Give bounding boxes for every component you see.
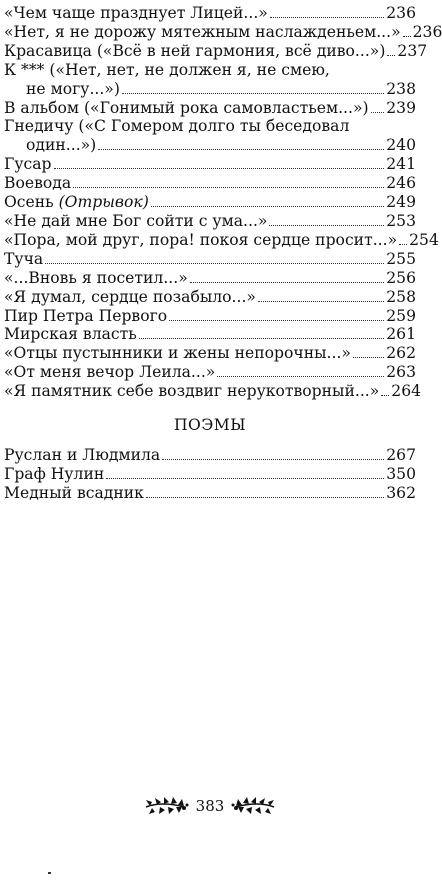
holly-branch-right-icon [230,795,276,817]
toc-entry-title: «От меня вечор Леила...» [4,363,216,382]
dot-leader [217,376,384,377]
section-heading: ПОЭМЫ [173,416,247,435]
toc-entry-page: 262 [386,344,416,363]
toc-entry-page: 263 [386,363,416,382]
toc-entry-title: В альбом («Гонимый рока самовластьем...») [4,98,369,117]
dot-leader [381,395,389,396]
toc-entry [4,250,416,269]
toc-entry [4,344,416,363]
dot-leader [371,112,385,113]
toc-entry [4,155,416,174]
toc-entry [4,99,416,118]
dot-leader [151,206,384,207]
toc-entry-title: Воевода [4,174,72,193]
poem-entry [4,446,416,465]
toc-entry-title: «Чем чаще празднует Лицей...» [4,4,268,22]
toc-entry-page: 254 [409,230,439,249]
toc-entry-title: Гусар [4,155,52,174]
toc-entry [4,307,416,326]
page-footer [0,795,420,817]
dot-leader [270,17,384,18]
toc-entry [4,230,439,250]
toc-entry-page: 253 [386,211,416,230]
dot-leader [98,149,384,150]
toc-entry-page: 264 [391,382,422,401]
toc-entry [4,117,416,155]
toc-entry-title: «Отцы пустынники и жены непорочны...» [4,344,351,363]
toc-entry [4,41,428,61]
toc-entry-title: не могу...») [26,79,120,98]
toc-entry-line: Гнедичу («С Гомером долго ты беседовал [4,117,350,136]
toc-entry-page: 249 [386,193,416,212]
toc-entry [4,174,416,193]
poem-entry-page: 267 [386,446,416,465]
toc-entry [4,288,416,307]
poem-entry-title: Руслан и Людмила [4,446,161,465]
toc-entry-title: «Я памятник себе воздвиг нерукотворный...» [4,382,380,401]
poem-entry-title: Медный всадник [4,483,144,502]
toc-entry-page: 246 [386,174,416,193]
poem-entry-page: 350 [386,464,416,483]
poem-entry [4,484,416,503]
toc-entry-title: «Пора, мой друг, пора! покоя сердце просит...» [4,230,398,249]
toc-entry-title: «Я думал, сердце позабыло...» [4,287,256,306]
dot-leader [73,187,384,188]
toc-entry [4,269,416,288]
toc-entry [4,382,422,401]
poem-entry [4,465,416,484]
toc-entry-title: «Нет, я не дорожу мятежным наслажденьем...» [4,22,401,41]
toc-entry [4,4,416,23]
toc-entry-title: один...») [26,136,97,155]
dot-leader [387,55,395,56]
holly-branch-left-icon [144,795,190,817]
toc-entry-line: К *** («Нет, нет, не должен я, не смею, [4,60,330,79]
toc-entry-title: Красавица («Всё в ней гармония, всё диво...») [4,41,386,60]
dot-leader [169,320,384,321]
dot-leader [258,301,384,302]
dot-leader [162,459,384,460]
toc-entry-page: 238 [386,79,416,98]
toc-entry-page: 236 [412,22,442,41]
toc-entry-title: «...Вновь я посетил...» [4,268,188,287]
dot-leader [353,357,384,358]
dot-leader [269,225,384,226]
dot-leader [399,244,407,245]
scan-mark [48,872,51,874]
toc-entry-page: 240 [386,136,416,155]
dot-leader [106,478,384,479]
toc-entry [4,212,416,231]
toc-entry-title: «Не дай мне Бог сойти с ума...» [4,211,268,230]
dot-leader [190,282,384,283]
toc-entry-title: Осень (Отрывок) [4,193,149,212]
toc-entry-page: 241 [386,155,416,174]
poem-entry-page: 362 [386,483,416,502]
toc-entry-page: 258 [386,287,416,306]
toc-entry-title: Мирская власть [4,325,137,344]
dot-leader [146,497,384,498]
poem-list [4,446,416,503]
page-number: 383 [195,797,225,815]
dot-leader [45,263,384,264]
dot-leader [403,36,411,37]
toc-entry-page: 239 [386,98,416,117]
table-of-contents [4,4,442,503]
toc-entry-page: 261 [386,325,416,344]
toc-entry-page: 255 [386,249,416,268]
toc-entry-page: 237 [397,41,428,60]
toc-entry-title: Пир Петра Первого [4,306,168,325]
toc-entry [4,363,416,382]
toc-entry-title: Туча [4,249,44,268]
toc-entry [4,325,416,344]
toc-entry [4,22,442,42]
toc-entry-page: 256 [386,268,416,287]
poem-entry-title: Граф Нулин [4,464,105,483]
toc-entry-page: 259 [386,306,416,325]
dot-leader [139,338,384,339]
dot-leader [122,93,384,94]
toc-entry [4,193,416,212]
dot-leader [54,168,385,169]
toc-list [4,4,442,401]
toc-entry-page: 236 [386,4,416,22]
toc-entry [4,61,416,99]
